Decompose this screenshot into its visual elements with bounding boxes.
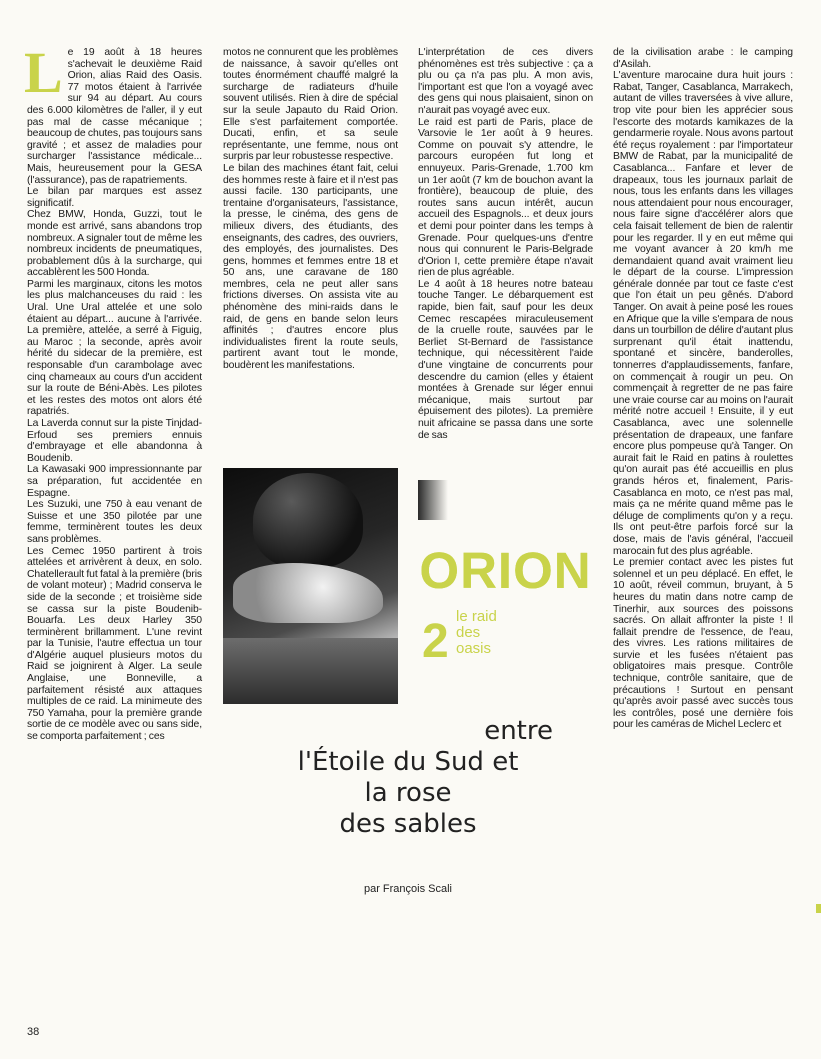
headline-line: entre	[484, 716, 553, 746]
drop-cap: L	[24, 40, 63, 105]
margin-mark	[816, 904, 821, 913]
page-number: 38	[27, 1026, 40, 1038]
byline: par François Scali	[363, 883, 453, 895]
headline-line: des sables	[339, 809, 477, 839]
motorcycle-photo	[223, 468, 398, 704]
paragraph: Le 4 août à 18 heures notre bateau touche Tanger. Le débarquement est rapide, bien fait, sauf pour les deux Cemec rescapées miraculeusement de la cruelle route, sauvées par le Berliet St-Bernard de l'assistance technique, qui nécessitèrent l'aide d'une vingtaine de concurrents pour descendre du camion (elles y étaient montées à Grenade sur léger ennui mécanique, mais surtout par épuisement des pilotes). La première nuit africaine se passa dans une sorte de sas	[418, 278, 593, 441]
paragraph: e 19 août à 18 heures s'achevait le deuxième Raid Orion, alias Raid des Oasis. 77 motos étaient à l'arrivée sur 94 au départ. Au cours des 6.000 kilomètres de l'aller, il y eut pas mal de casse mécanique ; beaucoup de chutes, pas toujours sans gravité ; et assez de maladies pour surcharger l'assistance médicale... Mais, heureusement pour la GESA (l'assurance), pas de rapatriements.	[27, 47, 202, 186]
paragraph: L'aventure marocaine dura huit jours : Rabat, Tanger, Casablanca, Marrakech, autant de villes traversées à vive allure, trop vite pour bien les apprécier sous l'escorte des motards kamikazes de la gendarmerie royale. Nous avons partout été reçus royalement : par l'importateur BMW de Rabat, par la municipalité de Casablanca... Fanfare et lever de drapeaux, tous les journaux parlait de nous, tous les enfants dans les villages nous attendaient pour nous encourager, nous faire signe d'accélérer alors que cela faisait tellement de bien de ralentir pour les regarder. Il y en eut même qui me voyant avancer à 20 km/h me demandaient quand avait vraiment lieu le départ de la course. L'impression générale donnée par tout ce faste c'est que l'on était un peu gênés. D'abord Tanger. On avait à peine posé les roues en Afrique que la ville s'empara de nous dans un tourbillon de délire d'autant plus surprenant qu'il était inattendu, spontané et sincère, banderolles, tonnerres d'applaudissements, fanfare, on commençait à rougir un peu. On commençait à regretter de ne pas faire une vraie course car au moins on l'aurait mérité notre accueil ! Ensuite, il y eut Casablanca, avec une solennelle présentation de drapeaux, une fanfare encore plus pompeuse qu'à Tanger. On aurait fait le Raid en patins à roulettes qu'on aurait pas été accueillis en plus grands héros et, finalement, Paris-Casablanca en moto, ce n'est pas mal, mais ça ne mérite quand même pas le déluge de compliments qu'on y a reçu. Ils ont peut-être parfois forcé sur la dose, mais de l'avis général, l'accueil marocain fut des plus agréable.	[613, 70, 793, 557]
headline	[223, 716, 593, 840]
paragraph: Les Cemec 1950 partirent à trois attelées et arrivèrent à deux, en solo. Chatellerault fut fatal à la première (bris de volant moteur) ; Madrid conserva le side de la seconde ; et troisième side se cassa sur la piste Boudenib-Bouarfa. Les deux Harley 350 terminèrent brillamment. L'une revint par la Tunisie, l'autre effectua un tour d'Algérie auquel plusieurs motos du Raid se joignirent à Alger. La seule Anglaise, une Bonneville, a parfaitement résisté aux attaques multiples de ce raid. La minimeute des 750 Yamaha, pour la première grande sortie de ce modèle avec ou sans side, se comporta parfaitement ; ces	[27, 545, 202, 743]
ground-shape	[223, 638, 398, 704]
paragraph: L'interprétation de ces divers phénomènes est très subjective : ça a plu ou ça n'a pas plu. A mon avis, l'important est que l'on a voyagé avec des gens qui nous plaisaient, sinon on n'aurait pas voyagé avec eux.	[418, 47, 593, 116]
subtitle-word: oasis	[456, 640, 492, 657]
subtitle-word: des	[456, 624, 481, 641]
article-column-1	[24, 40, 202, 743]
paragraph: Le bilan des machines étant fait, celui des hommes reste à faire et il n'est pas aussi facile. 130 participants, une trentaine d'organisateurs, l'assistance, la presse, le cinéma, des gens de milieux divers, des étudiants, des enseignants, des cadres, des ouvriers, des employés, des journalistes. Des gens, hommes et femmes entre 18 et 50 ans, une caravane de 180 membres, cela ne peut aller sans frictions diverses. On assista vite au phénomène des mini-raids dans le raid, de gens en bande selon leurs affinités ; d'autres encore plus individualistes firent la route seuls, partirent avant tout le monde, boudèrent les manifestations.	[223, 162, 398, 372]
helmet-shape	[253, 473, 363, 568]
paragraph: Le raid est parti de Paris, place de Varsovie le 1er août à 9 heures. Comme on pouvait s'y attendre, le parcours européen fut long et ennuyeux. Paris-Grenade, 1.700 km un 1er août (7 km de bouchon avant la frontière), beaucoup de pluie, des routes sans aucun intérêt, aucun accueil des Espagnols... et deux jours et demi pour pointer dans les temps à Grenade. Pour quelques-uns d'entre nous qui connurent le Paris-Belgrade d'Orion I, cette première étape n'avait rien de plus agréable.	[418, 116, 593, 279]
article-column-3	[418, 47, 593, 532]
headline-line: l'Étoile du Sud et	[297, 747, 519, 777]
paragraph: Parmi les marginaux, citons les motos les plus malchanceuses du raid : les Ural. Une Ural attelée et une solo étaient au départ... aucune à l'arrivée. La première, attelée, a serré à Figuig, au Maroc ; la seconde, après avoir hérité du sidecar de la première, est responsable d'un carambolage avec cinq chameaux au cours d'un accident sur la route de Béni-Abès. Les pilotes et les restes des motos ont alors été rapatriés.	[27, 278, 202, 418]
paragraph: Le premier contact avec les pistes fut solennel et un peu déplacé. En effet, le 10 août, réveil commun, bruyant, à 5 heures du matin dans notre camp de Tinerhir, aux sources des poissons sacrés. On allait affronter la piste ! Il fallait prendre de l'essence, de l'eau, des vivres. Les rations militaires de survie et les fusées n'étaient pas obligatoires mais presque. Contrôle technique, contrôle sanitaire, que de précautions ! Surtout en pensant qu'après avoir passé avec succès tous les contrôles, posé une dernière fois pour les caméras de Michel Leclerc et	[613, 557, 793, 731]
paragraph: motos ne connurent que les problèmes de naissance, à savoir qu'elles ont toutes énormément chauffé malgré la surcharge de radiateurs d'huile souvent utilisés. Rien à dire de spécial sur la seule Japauto du Raid Orion. Elle s'est parfaitement comportée. Ducati, enfin, et sa seule représentante, une femme, nous ont surpris par leur robustesse respective.	[223, 47, 398, 163]
article-column-4	[613, 47, 793, 731]
paragraph: La Kawasaki 900 impressionnante par sa préparation, fut accidentée en Espagne.	[27, 464, 202, 499]
orion-logo: ORION	[419, 542, 592, 599]
article-column-2	[223, 47, 398, 467]
raid-subtitle	[456, 609, 536, 657]
paragraph: Les Suzuki, une 750 à eau venant de Suisse et une 350 pilotée par une femme, terminèrent toutes les deux sans problèmes.	[27, 499, 202, 545]
fuel-tank-shape	[233, 563, 383, 623]
paragraph: de la civilisation arabe : le camping d'Asilah.	[613, 47, 793, 70]
issue-number: 2	[422, 615, 449, 668]
headline-line: la rose	[364, 778, 452, 808]
photo-bleed	[418, 480, 448, 520]
paragraph: La Laverda connut sur la piste Tinjdad-Erfoud ses premiers ennuis d'embrayage et elle abandonna à Boudenib.	[27, 418, 202, 464]
subtitle-word: le raid	[456, 608, 497, 625]
paragraph: Le bilan par marques est assez significatif.	[27, 186, 202, 209]
paragraph: Chez BMW, Honda, Guzzi, tout le monde est arrivé, sans abandons trop nombreux. A signaler tout de même les nombreux incidents de pneumatiques, probablement dûs à la surcharge, qui accablèrent les 500 Honda.	[27, 209, 202, 279]
